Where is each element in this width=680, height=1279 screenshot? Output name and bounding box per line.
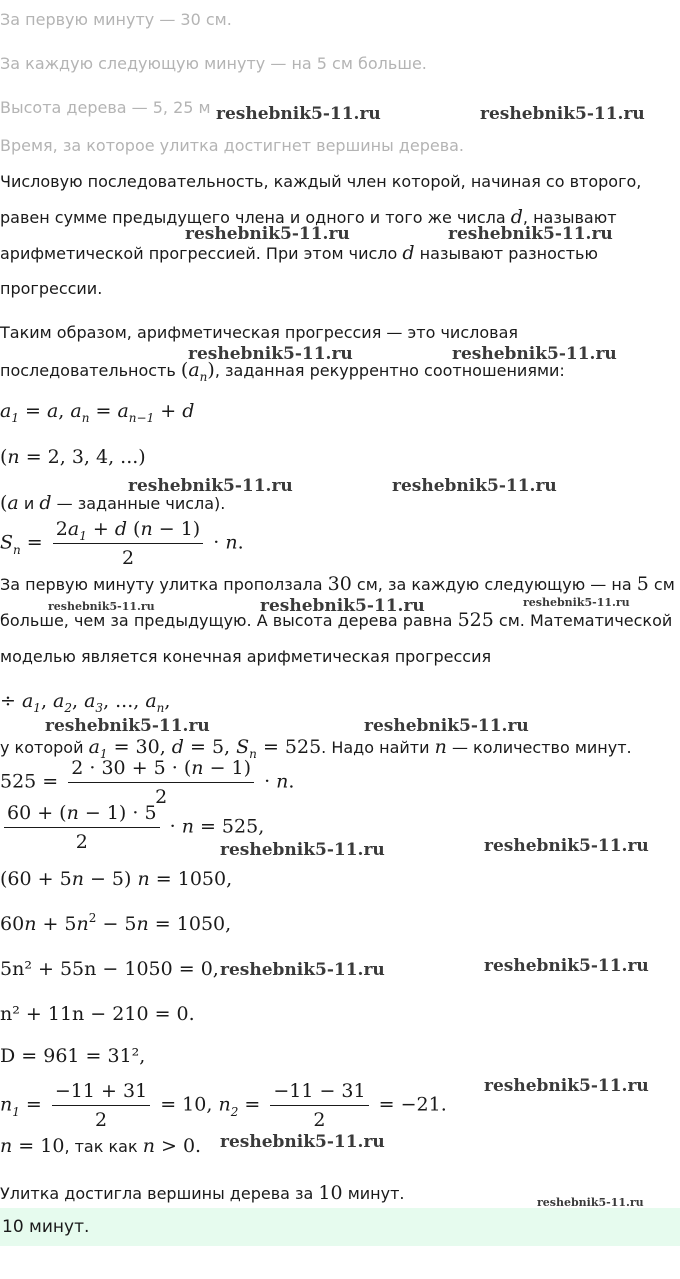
theory-line-5: Таким образом, арифметическая прогрессия — это числовая <box>0 323 518 342</box>
watermark: reshebnik5-11.ru <box>216 104 381 124</box>
watermark: reshebnik5-11.ru <box>185 224 350 244</box>
equation-5: 5n² + 55n − 1050 = 0, <box>0 958 219 980</box>
equation-1: 525 = $\frac{2 \cdot 30 + 5 \cdot (n - 1)}{2}$ · n. <box>0 757 295 808</box>
watermark: reshebnik5-11.ru <box>128 476 293 496</box>
solution-line-2: больше, чем за предыдущую. А высота дерева равна 525 см. Математической <box>0 609 673 631</box>
recurrence-formula: $a_1 = a$, $a_n = a_{n-1} + d$ <box>0 400 195 425</box>
watermark: reshebnik5-11.ru <box>364 716 529 736</box>
conclusion: Улитка достигла вершины дерева за 10 минут. <box>0 1182 405 1204</box>
given-each-next: За каждую следующую минуту — на 5 см больше. <box>0 54 427 73</box>
progression-sequence: ÷ $a_1$, $a_2$, $a_3$, ..., $a_n$, <box>0 690 171 715</box>
sum-formula: $S_n$ = $\frac{2a_1 + d (n - 1)}{2}$ · n. <box>0 518 244 569</box>
watermark: reshebnik5-11.ru <box>220 960 385 980</box>
root-choice: n = 10, так как n > 0. <box>0 1135 202 1157</box>
answer-text: 10 минут. <box>2 1217 90 1237</box>
discriminant: D = 961 = 31², <box>0 1045 146 1067</box>
watermark: reshebnik5-11.ru <box>260 596 425 616</box>
theory-line-1: Числовую последовательность, каждый член которой, начиная со второго, <box>0 172 642 191</box>
theory-line-6: последовательность $(a_n)$, заданная рекуррентно соотношениями: <box>0 359 565 384</box>
given-find: Время, за которое улитка достигнет вершины дерева. <box>0 136 465 155</box>
equation-3: (60 + 5n − 5) n = 1050, <box>0 868 233 890</box>
equation-2: $\frac{60 + (n - 1) \cdot 5}{2}$ · n = 525, <box>0 802 264 853</box>
watermark: reshebnik5-11.ru <box>537 1196 644 1209</box>
watermark: reshebnik5-11.ru <box>480 104 645 124</box>
watermark: reshebnik5-11.ru <box>392 476 557 496</box>
given-first-minute: За первую минуту — 30 см. <box>0 10 232 29</box>
watermark: reshebnik5-11.ru <box>48 600 155 613</box>
theory-line-3: арифметической прогрессией. При этом число d называют разностью <box>0 242 598 264</box>
solution-line-4: у которой $a_1 = 30$, d = 5, $S_n = 525$. Надо найти n — количество минут. <box>0 736 632 761</box>
watermark: reshebnik5-11.ru <box>45 716 210 736</box>
roots: $n_1$ = $\frac{-11 + 31}{2}$ = 10, $n_2$ = $\frac{-11 - 31}{2}$ = −21. <box>0 1080 447 1131</box>
solution-line-3: моделью является конечная арифметическая прогрессия <box>0 647 492 666</box>
theory-line-4: прогрессии. <box>0 279 103 298</box>
equation-4: $60n + 5n^2 - 5n = 1050$, <box>0 911 232 935</box>
watermark: reshebnik5-11.ru <box>484 1076 649 1096</box>
equation-6: n² + 11n − 210 = 0. <box>0 1003 195 1025</box>
answer-box <box>0 1208 680 1246</box>
solution-line-1: За первую минуту улитка проползала 30 см, за каждую следующую — на 5 см <box>0 573 675 595</box>
given-numbers-note: (a и d — заданные числа). <box>0 492 226 514</box>
watermark: reshebnik5-11.ru <box>220 840 385 860</box>
watermark: reshebnik5-11.ru <box>188 344 353 364</box>
n-range: (n = 2, 3, 4, ...) <box>0 446 146 468</box>
watermark: reshebnik5-11.ru <box>448 224 613 244</box>
theory-line-2: равен сумме предыдущего члена и одного и того же числа d, называют <box>0 206 617 228</box>
watermark: reshebnik5-11.ru <box>523 596 630 609</box>
watermark: reshebnik5-11.ru <box>484 836 649 856</box>
watermark: reshebnik5-11.ru <box>484 956 649 976</box>
watermark: reshebnik5-11.ru <box>220 1132 385 1152</box>
given-height: Высота дерева — 5, 25 м <box>0 98 211 117</box>
watermark: reshebnik5-11.ru <box>452 344 617 364</box>
